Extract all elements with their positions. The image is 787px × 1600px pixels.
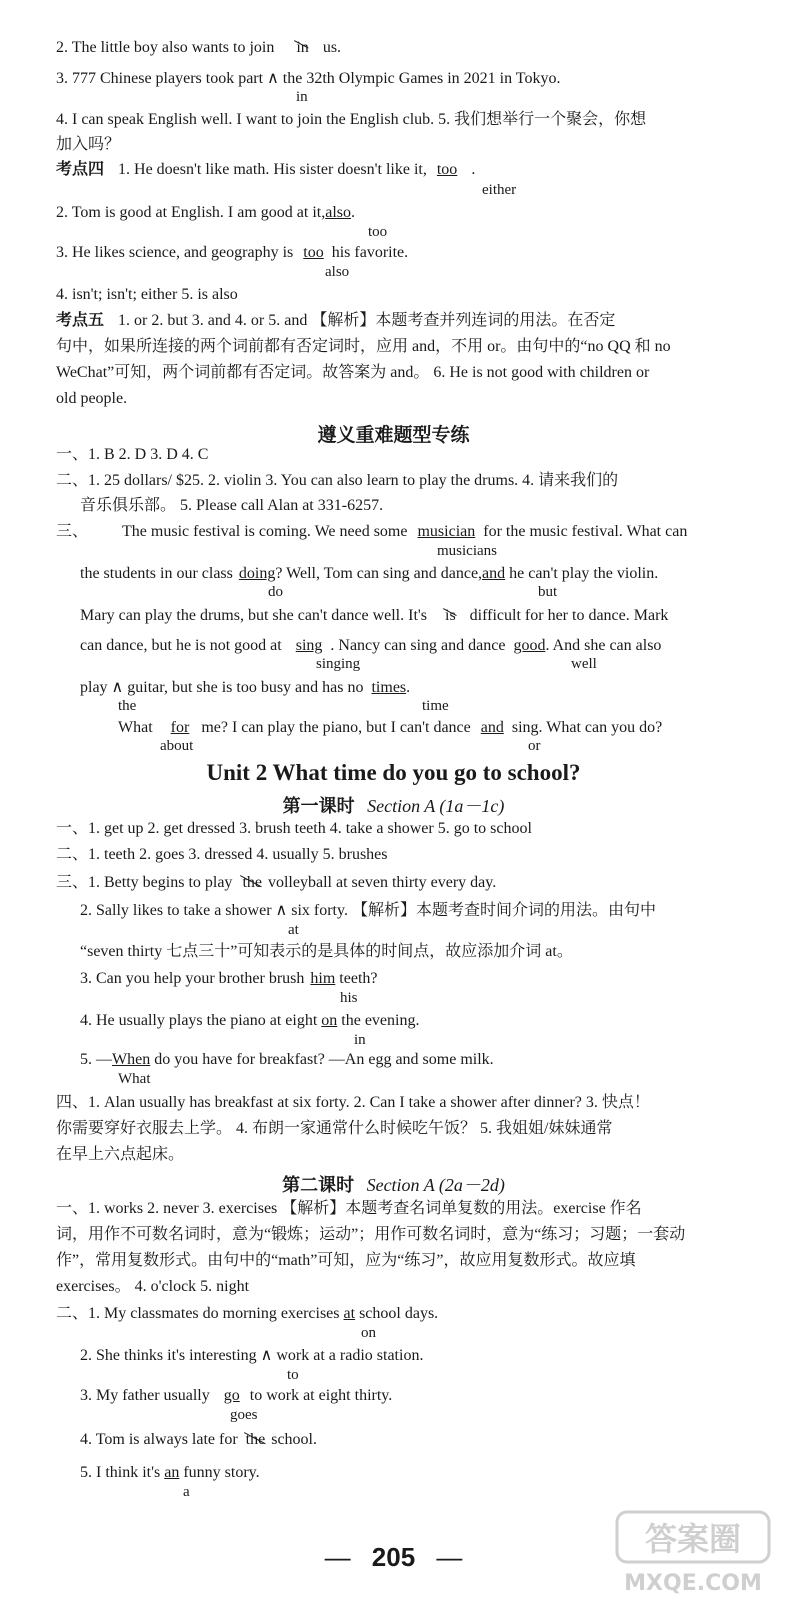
line: 4. I can speak English well. I want to join the English club. 5. 我们想举行一个聚会，你想 xyxy=(56,111,647,128)
watermark-bottom: MXQE.COM xyxy=(624,1571,762,1596)
correction: too xyxy=(368,224,388,240)
line: 一、1. works 2. never 3. exercises 【解析】本题考查名词单复数的用法。exercise 作名 xyxy=(56,1200,642,1217)
line: old people. xyxy=(56,390,128,407)
wrong-word: go xyxy=(223,1387,240,1404)
lesson-section: Section A (1a－1c) xyxy=(367,796,505,816)
text: play ∧ guitar, but she is too busy and has no xyxy=(80,679,364,696)
text: us. xyxy=(322,39,342,56)
text: 4. He usually plays the piano at eight xyxy=(80,1012,318,1029)
line: 二、1. 25 dollars/ $25. 2. violin 3. You can also learn to play the drums. 4. 请来我们的 xyxy=(56,472,619,489)
page-dash: — xyxy=(324,1542,351,1572)
line xyxy=(80,606,668,626)
line xyxy=(56,522,687,542)
line xyxy=(56,311,615,331)
correction: in xyxy=(296,89,308,105)
watermark-top: 答案圈 xyxy=(644,1520,742,1558)
line: 作”，常用复数形式。由句中的“math”可知，应为“练习”，故应用复数形式。故应填 xyxy=(56,1252,636,1269)
lesson-section: Section A (2a－2d) xyxy=(366,1175,505,1195)
text: do you have for breakfast? —An egg and some milk. xyxy=(154,1051,494,1068)
correction: well xyxy=(571,656,597,672)
wrong-word: and xyxy=(482,565,506,582)
text: 4. Tom is always late for xyxy=(80,1431,238,1448)
line: 2. Sally likes to take a shower ∧ six forty. 【解析】本题考查时间介词的用法。由句中 xyxy=(80,902,656,919)
line xyxy=(80,1463,260,1483)
text: 1. He doesn't like math. His sister doesn't like it, xyxy=(118,161,427,178)
text: the students in our class xyxy=(80,565,233,582)
correction: on xyxy=(361,1325,376,1341)
correction: about xyxy=(160,738,194,754)
text: 二、1. My classmates do morning exercises xyxy=(56,1305,340,1322)
text: 三、1. Betty begins to play xyxy=(56,874,233,891)
wrong-word: sing xyxy=(295,637,323,654)
lesson-title xyxy=(0,1171,787,1197)
line: 词，用作不可数名词时，意为“锻炼；运动”；用作可数名词时，意为“练习；习题；一套动 xyxy=(56,1226,686,1243)
text: to work at eight thirty. xyxy=(249,1387,393,1404)
line: 4. isn't; isn't; either 5. is also xyxy=(56,286,238,303)
line: 一、1. B 2. D 3. D 4. C xyxy=(56,446,209,463)
text: volleyball at seven thirty every day. xyxy=(267,874,497,891)
text: school days. xyxy=(359,1305,439,1322)
correction: at xyxy=(288,922,299,938)
line xyxy=(80,636,661,656)
text: 2. Tom is good at English. I am good at it, xyxy=(56,204,326,221)
text: . And she can also xyxy=(545,637,662,654)
crossed-word: the xyxy=(245,1431,266,1448)
line xyxy=(56,243,408,263)
wrong-word: too xyxy=(436,161,458,178)
text: school. xyxy=(271,1431,317,1448)
wrong-word: too xyxy=(303,244,324,261)
text: . Nancy can sing and dance xyxy=(330,637,506,654)
correction: in xyxy=(354,1032,366,1048)
correction: time xyxy=(422,698,449,714)
text: 1. or 2. but 3. and 4. or 5. and 【解析】本题考查并列连词的用法。在否定 xyxy=(118,312,616,329)
text: 3. My father usually xyxy=(80,1387,210,1404)
page-dash: — xyxy=(436,1542,463,1572)
line xyxy=(80,969,378,989)
wrong-word: at xyxy=(343,1305,356,1322)
text: What xyxy=(118,719,153,736)
watermark-logo xyxy=(613,1508,773,1596)
text: The music festival is coming. We need some xyxy=(122,523,408,540)
line xyxy=(80,1050,494,1070)
unit-title: Unit 2 What time do you go to school? xyxy=(206,760,581,785)
wrong-word: also xyxy=(325,204,352,221)
line xyxy=(56,1304,438,1324)
correction: What xyxy=(118,1071,151,1087)
line: 你需要穿好衣服去上学。 4. 布朗一家通常什么时候吃午饭？ 5. 我姐姐/妹妹通常 xyxy=(56,1120,613,1137)
text: ? Well, Tom can sing and dance, xyxy=(275,565,483,582)
line: 加入吗？ xyxy=(56,136,121,153)
line xyxy=(56,160,475,180)
section-title: 遵义重难题型专练 xyxy=(317,425,470,446)
line: 3. 777 Chinese players took part ∧ the 32th Olympic Games in 2021 in Tokyo. xyxy=(56,70,561,87)
line: WeChat”可知，两个词前都有否定词。故答案为 and。 6. He is not good with children or xyxy=(56,364,650,381)
correction: musicians xyxy=(437,543,497,559)
line xyxy=(56,203,355,223)
lesson-label: 第一课时 xyxy=(282,796,355,816)
wrong-word: doing xyxy=(238,565,276,582)
wrong-word: When xyxy=(112,1051,151,1068)
correction: to xyxy=(287,1367,299,1383)
line xyxy=(56,873,496,893)
line xyxy=(80,1430,317,1450)
lesson-title xyxy=(0,792,787,818)
correction: a xyxy=(183,1484,190,1500)
wrong-word: and xyxy=(480,719,504,736)
wrong-word: for xyxy=(170,719,190,736)
correction: do xyxy=(268,584,283,600)
line: 二、1. teeth 2. goes 3. dressed 4. usually 5. brushes xyxy=(56,846,388,863)
crossed-word: the xyxy=(242,874,262,891)
line xyxy=(80,1011,419,1031)
line: 音乐俱乐部。 5. Please call Alan at 331-6257. xyxy=(80,497,384,514)
line: 2. She thinks it's interesting ∧ work at a radio station. xyxy=(80,1347,424,1364)
text: the evening. xyxy=(341,1012,420,1029)
correction: goes xyxy=(230,1407,258,1423)
correction: also xyxy=(325,264,350,280)
line: exercises。 4. o'clock 5. night xyxy=(56,1278,250,1295)
text: 5. I think it's xyxy=(80,1464,161,1481)
wrong-word: musician xyxy=(417,523,476,540)
correction: the xyxy=(118,698,137,714)
wrong-word: him xyxy=(310,970,336,987)
text: he can't play the violin. xyxy=(509,565,659,582)
text: 3. Can you help your brother brush xyxy=(80,970,305,987)
text: sing. What can you do? xyxy=(511,719,663,736)
line xyxy=(80,678,410,698)
wrong-word: times xyxy=(371,679,407,696)
wrong-word: on xyxy=(321,1012,338,1029)
text: difficult for her to dance. Mark xyxy=(469,607,669,624)
lesson-label: 第二课时 xyxy=(282,1175,355,1195)
correction: singing xyxy=(316,656,361,672)
text: can dance, but he is not good at xyxy=(80,637,282,654)
line: 一、1. get up 2. get dressed 3. brush teeth 4. take a shower 5. go to school xyxy=(56,820,532,837)
correction: either xyxy=(482,182,517,198)
text: . xyxy=(351,204,356,221)
text: me? I can play the piano, but I can't dance xyxy=(201,719,471,736)
text: for the music festival. What can xyxy=(483,523,688,540)
page-number-value: 205 xyxy=(371,1542,416,1572)
wrong-word: an xyxy=(164,1464,180,1481)
line xyxy=(80,564,658,584)
line xyxy=(56,38,341,58)
text: funny story. xyxy=(183,1464,260,1481)
text: . xyxy=(406,679,411,696)
line: 在早上六点起床。 xyxy=(56,1146,185,1163)
correction: or xyxy=(528,738,541,754)
correction: but xyxy=(538,584,558,600)
line: 句中，如果所连接的两个词前都有否定词时，应用 and，不用 or。由句中的“no QQ 和 no xyxy=(56,338,671,355)
point-label: 考点五 xyxy=(56,312,105,329)
crossed-word: is xyxy=(445,607,456,624)
line: 四、1. Alan usually has breakfast at six forty. 2. Can I take a shower after dinner? 3. 快点！ xyxy=(56,1094,650,1111)
text: Mary can play the drums, but she can't dance well. It's xyxy=(80,607,427,624)
text: his favorite. xyxy=(331,244,409,261)
text: 三、 xyxy=(56,523,89,540)
correction: his xyxy=(340,990,358,1006)
crossed-word: in xyxy=(296,39,309,56)
wrong-word: good xyxy=(513,637,546,654)
point-label: 考点四 xyxy=(56,161,105,178)
line: “seven thirty 七点三十”可知表示的是具体的时间点，故应添加介词 at。 xyxy=(80,943,573,960)
text: teeth? xyxy=(339,970,378,987)
line xyxy=(80,1386,392,1406)
text: . xyxy=(471,161,476,178)
text: 3. He likes science, and geography is xyxy=(56,244,294,261)
text: 5. — xyxy=(80,1051,112,1068)
text: 2. The little boy also wants to join xyxy=(56,39,275,56)
line xyxy=(118,718,662,738)
